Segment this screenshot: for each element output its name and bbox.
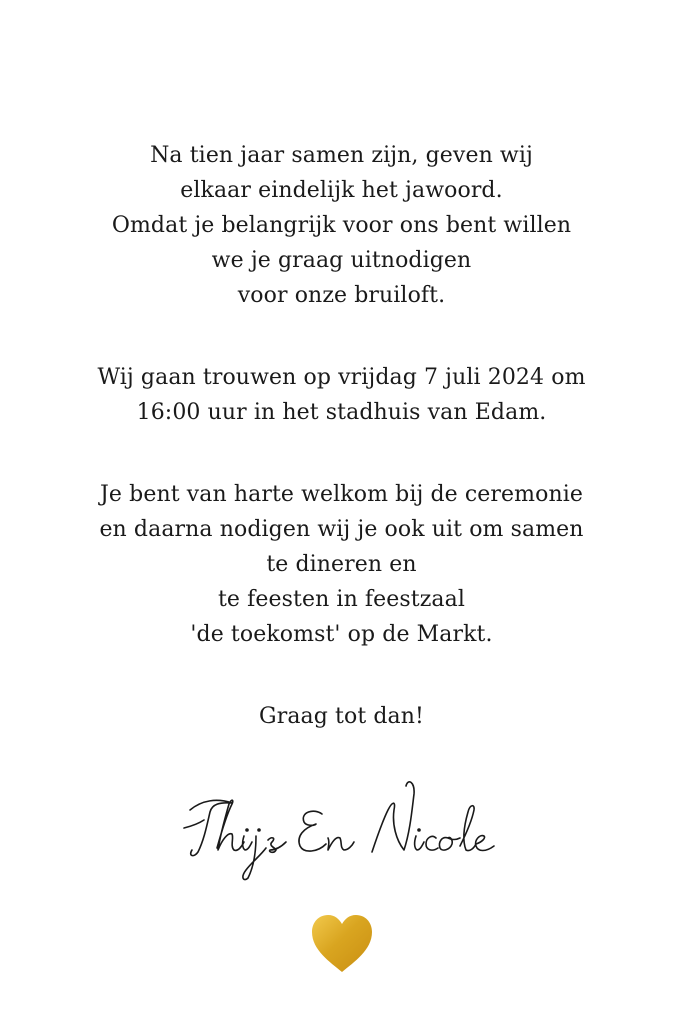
text-line: Je bent van harte welkom bij de ceremonie	[100, 482, 583, 507]
text-line: Omdat je belangrijk voor ons bent willen	[111, 213, 572, 238]
text-line: elkaar eindelijk het jawoord.	[180, 178, 503, 203]
signature	[0, 770, 683, 890]
heart-icon	[308, 912, 376, 976]
text-line: en daarna nodigen wij je ook uit om samen	[99, 517, 584, 542]
paragraph-gap	[40, 430, 643, 477]
text-line: Na tien jaar samen zijn, geven wij	[150, 143, 533, 168]
closing-text: Graag tot dan!	[259, 704, 424, 729]
text-line: voor onze bruiloft.	[237, 283, 446, 308]
text-line: te dineren en	[266, 552, 417, 577]
paragraph-gap	[40, 313, 643, 360]
text-line: 16:00 uur in het stadhuis van Edam.	[136, 400, 547, 425]
signature-script	[172, 770, 512, 890]
paragraph-gap	[40, 652, 643, 699]
text-line: we je graag uitnodigen	[211, 248, 472, 273]
text-line: Wij gaan trouwen op vrijdag 7 juli 2024 om	[97, 365, 586, 390]
invitation-text	[40, 138, 643, 734]
text-line: 'de toekomst' op de Markt.	[190, 622, 493, 647]
text-line: te feesten in feestzaal	[217, 587, 466, 612]
